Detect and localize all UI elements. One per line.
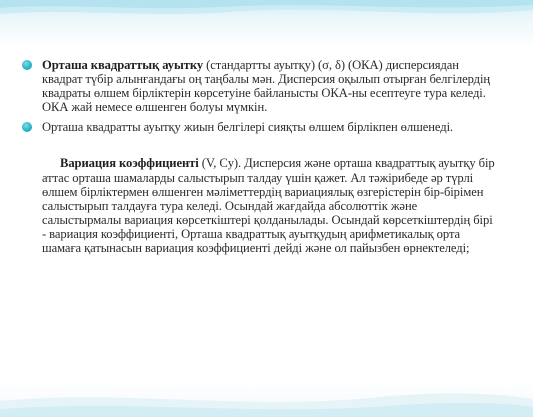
bullet-text: Орташа квадратты ауытқу жиын белгілері сияқты өлшем бірлікпен өлшенеді. <box>42 120 454 135</box>
top-decoration <box>0 0 533 26</box>
paragraph-term: Вариация коэффициенті <box>60 156 199 171</box>
bullet-icon <box>22 60 32 70</box>
bullet-item-std-deviation <box>22 58 498 114</box>
slide-content <box>22 58 498 255</box>
bullet-term: Орташа квадраттық ауытку <box>42 58 204 72</box>
bullet-item-units <box>22 120 498 134</box>
bottom-decoration <box>0 371 533 417</box>
paragraph-text: (V, Cy). Дисперсия және орташа квадраттық ауытқу бір аттас орташа шамаларды салыстырып талдау үшін қажет. Ал тәжірибеде әр түрлі өлшем бірліктермен өлшенген мәліметтердің вариациялық өзгерістерін бір-бірімен салыстырып талдауға тура келеді. Осындай жағдайда абсолюттік және салыстырмалы вариация көрсеткіштері қолданылады. Осындай көрсеткіштердің бірі - вариация коэффициенті, Орташа квадраттық ауытқудың арифметикалық орта шамаға қатынасын вариация коэффициенті дейді және ол пайызбен өрнектеледі; <box>42 156 495 256</box>
bullet-icon <box>22 122 32 132</box>
bullet-text: (стандартты ауытқу) (σ, δ) (ОКА) дисперсиядан квадрат түбір алынғандағы оң таңбалы мән. Дисперсия оқылып отырған белгілердің квадраты өлшем бірліктерін көрсетуіне байланысты ОКА-ны есептеуге тура келеді. ОКА жай немесе өлшенген болуы мүмкін. <box>42 58 491 115</box>
variation-coefficient-paragraph <box>22 156 498 255</box>
